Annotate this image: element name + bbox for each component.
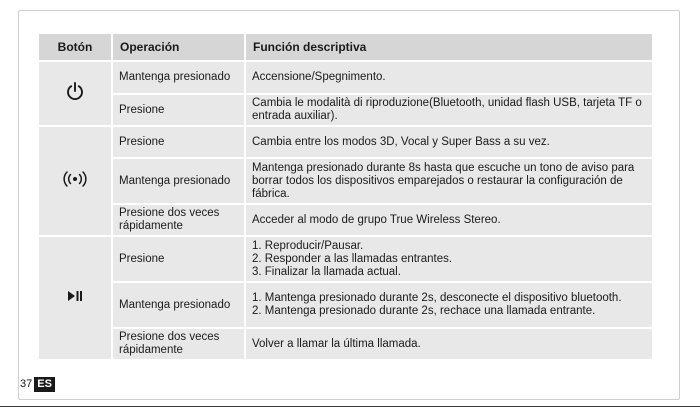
operation-cell: Presione [113,237,244,281]
header-description: Función descriptiva [246,34,652,60]
play-pause-button-cell [39,237,111,359]
mode-button-cell [39,127,111,235]
page-footer [18,376,55,392]
operation-cell: Presione [113,95,244,125]
table-header-row [39,34,652,60]
table-row [39,237,652,281]
table-row [39,95,652,125]
description-cell: 1. Reproducir/Pausar. 2. Responder a las llamadas entrantes. 3. Finalizar la llamada actual. [246,237,652,281]
signal-broadcast-icon [60,170,90,192]
power-button-cell [39,62,111,125]
table-row [39,127,652,157]
header-button: Botón [39,34,111,60]
header-operation: Operación [113,34,244,60]
description-cell: Accensione/Spegnimento. [246,62,652,93]
operation-cell: Mantenga presionado [113,159,244,203]
description-cell: Cambia le modalità di riproduzione(Bluetooth, unidad flash USB, tarjeta TF o entrada auxiliar). [246,95,652,125]
page-number: 37 [20,378,33,390]
play-pause-icon [67,290,83,306]
bottom-divider [0,406,700,407]
power-icon [65,81,85,107]
button-function-table [37,32,654,361]
operation-cell: Presione dos veces rápidamente [113,329,244,359]
operation-cell: Presione [113,127,244,157]
language-badge: ES [34,377,55,392]
table-row [39,159,652,203]
operation-cell: Mantenga presionado [113,62,244,93]
table-row [39,283,652,327]
description-cell: Mantenga presionado durante 8s hasta que escuche un tono de aviso para borrar todos los dispositivos emparejados o restaurar la configuración de fábrica. [246,159,652,203]
description-cell: Acceder al modo de grupo True Wireless Stereo. [246,205,652,235]
table-row [39,329,652,359]
operation-cell: Presione dos veces rápidamente [113,205,244,235]
description-cell: 1. Mantenga presionado durante 2s, desconecte el dispositivo bluetooth. 2. Mantenga presionado durante 2s, rechace una llamada entrante. [246,283,652,327]
description-cell: Volver a llamar la última llamada. [246,329,652,359]
description-cell: Cambia entre los modos 3D, Vocal y Super Bass a su vez. [246,127,652,157]
operation-cell: Mantenga presionado [113,283,244,327]
table-row [39,62,652,93]
table-row [39,205,652,235]
